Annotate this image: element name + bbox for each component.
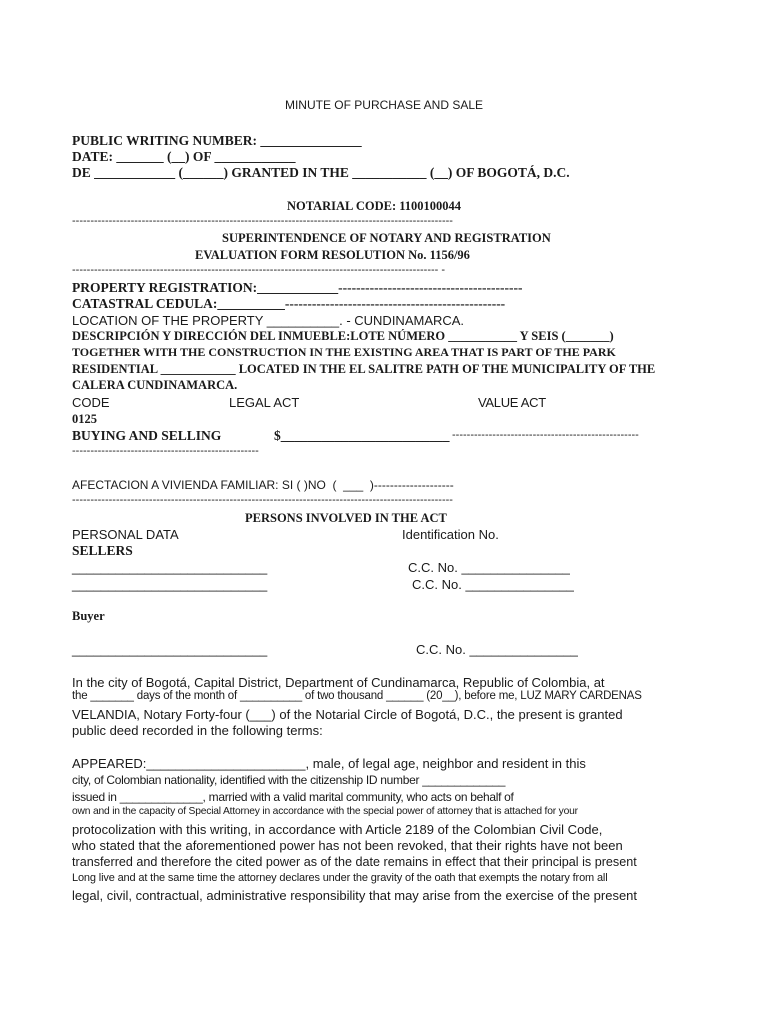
act-label: BUYING AND SELLING (72, 428, 222, 443)
buyer-label: Buyer (72, 609, 105, 623)
body-paragraph-line: protocolization with this writing, in accordance with Article 2189 of the Colombian Civil Code, (72, 822, 603, 837)
granted-line: DE ____________ (______) GRANTED IN THE ___________ (__) OF BOGOTÁ, D.C. (72, 165, 570, 180)
date-line: DATE: _______ (__) OF ____________ (72, 149, 296, 164)
property-description: DESCRIPCIÓN Y DIRECCIÓN DEL INMUEBLE:LOTE NÚMERO ___________ Y SEIS (_______) (72, 329, 614, 343)
seller-id-field: C.C. No. _______________ (408, 560, 570, 575)
body-paragraph-line: the _______ days of the month of __________ of two thousand ______ (20__), before me, LUZ MARY CARDENAS (72, 690, 642, 702)
public-writing-number: PUBLIC WRITING NUMBER: _______________ (72, 133, 362, 148)
persons-heading: PERSONS INVOLVED IN THE ACT (245, 511, 447, 525)
act-code: 0125 (72, 412, 97, 426)
body-paragraph-line: legal, civil, contractual, administrative responsibility that may arise from the exercise of the present (72, 888, 638, 903)
divider-dashes: -------------------------------------------------------------------------------------------------------- (72, 494, 453, 506)
divider-dashes: -------------------------------------------------------------------------------------------------------- (72, 215, 453, 227)
buyer-id-field: C.C. No. _______________ (416, 642, 578, 657)
property-registration: PROPERTY REGISTRATION:____________----------------------------------------- (72, 280, 523, 295)
divider-dashes: --------------------------------------------------- (72, 445, 259, 457)
seller-name-field: ___________________________ (72, 577, 268, 592)
seller-name-field: ___________________________ (72, 560, 268, 575)
document-title: MINUTE OF PURCHASE AND SALE (284, 98, 484, 112)
act-value-dashes: --------------------------------------------------- (452, 429, 639, 441)
sellers-label: SELLERS (72, 543, 133, 558)
body-paragraph-line: VELANDIA, Notary Forty-four (___) of the Notarial Circle of Bogotá, D.C., the present is granted (72, 707, 623, 722)
legal-act-column-header: LEGAL ACT (229, 395, 300, 410)
notarial-code: NOTARIAL CODE: 1100100044 (286, 199, 462, 213)
identification-header: Identification No. (402, 527, 499, 542)
property-location: LOCATION OF THE PROPERTY __________. - CUNDINAMARCA. (72, 313, 465, 328)
seller-id-field: C.C. No. _______________ (412, 577, 574, 592)
body-paragraph-line: own and in the capacity of Special Attorney in accordance with the special power of attorney that is attached for your (72, 806, 578, 817)
act-value-field: $_________________________ (274, 428, 450, 443)
property-together-line: CALERA CUNDINAMARCA. (72, 378, 238, 392)
body-paragraph-line: APPEARED:______________________, male, of legal age, neighbor and resident in this (72, 756, 586, 771)
divider-dashes: ---------------------------------------------------------------------------------------------------- - (72, 264, 446, 276)
code-column-header: CODE (72, 395, 110, 410)
body-paragraph-line: city, of Colombian nationality, identified with the citizenship ID number _____________ (72, 773, 506, 787)
personal-data-header: PERSONAL DATA (72, 527, 179, 542)
value-act-column-header: VALUE ACT (478, 395, 546, 410)
property-together-line: TOGETHER WITH THE CONSTRUCTION IN THE EXISTING AREA THAT IS PART OF THE PARK (72, 345, 616, 359)
buyer-name-field: ___________________________ (72, 642, 268, 657)
body-paragraph-line: who stated that the aforementioned power has not been revoked, that their rights have not been (72, 838, 623, 853)
body-paragraph-line: issued in _____________, married with a valid marital community, who acts on behalf of (72, 790, 514, 804)
family-housing-affectation: AFECTACION A VIVIENDA FAMILIAR: SI ( )NO ( ___ )-------------------- (72, 478, 454, 492)
superintendence-heading: SUPERINTENDENCE OF NOTARY AND REGISTRATION (222, 231, 551, 245)
body-paragraph-line: Long live and at the same time the attorney declares under the gravity of the oath that exempts the notary from all (72, 872, 608, 884)
property-together-line: RESIDENTIAL ____________ LOCATED IN THE EL SALITRE PATH OF THE MUNICIPALITY OF THE (72, 362, 656, 376)
evaluation-form-heading: EVALUATION FORM RESOLUTION No. 1156/96 (195, 248, 470, 262)
body-paragraph-line: In the city of Bogotá, Capital District, Department of Cundinamarca, Republic of Colombia, at (72, 675, 605, 690)
catastral-cedula: CATASTRAL CEDULA:__________------------------------------------------------- (72, 296, 506, 311)
body-paragraph-line: transferred and therefore the cited power as of the date remains in effect that their principal is present (72, 855, 637, 869)
body-paragraph-line: public deed recorded in the following terms: (72, 723, 323, 738)
